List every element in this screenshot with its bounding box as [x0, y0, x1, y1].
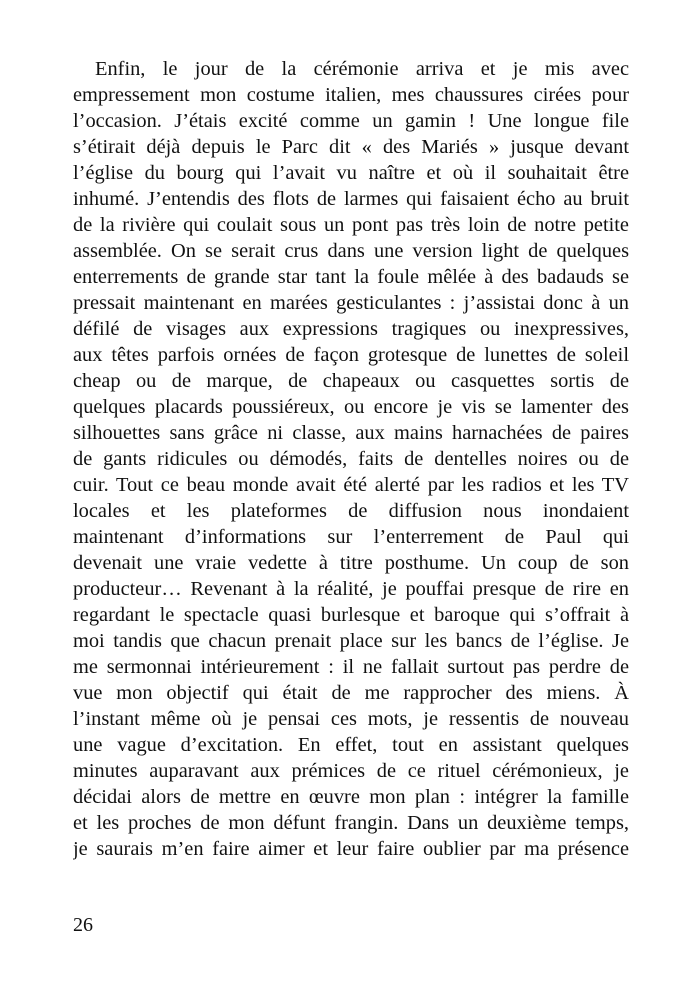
text-line: cuir. Tout ce beau monde avait été alerté par les radios et les TV: [73, 474, 629, 496]
text-line: et les proches de mon défunt frangin. Dans un deuxième temps,: [73, 812, 629, 834]
page-number: 26: [73, 914, 93, 936]
text-line: de la rivière qui coulait sous un pont pas très loin de notre petite: [73, 214, 629, 236]
text-line: décidai alors de mettre en œuvre mon plan : intégrer la famille: [73, 786, 629, 808]
text-line: pressait maintenant en marées gesticulantes : j’assistai donc à un: [73, 292, 629, 314]
text-line: l’occasion. J’étais excité comme un gamin ! Une longue file: [73, 110, 629, 132]
text-line: enterrements de grande star tant la foule mêlée à des badauds se: [73, 266, 629, 288]
text-line: de gants ridicules ou démodés, faits de dentelles noires ou de: [73, 448, 629, 470]
text-line: défilé de visages aux expressions tragiques ou inexpressives,: [73, 318, 629, 340]
text-line: regardant le spectacle quasi burlesque et baroque qui s’offrait à: [73, 604, 629, 626]
text-line: aux têtes parfois ornées de façon grotesque de lunettes de soleil: [73, 344, 629, 366]
text-line: Enfin, le jour de la cérémonie arriva et je mis avec: [95, 58, 629, 80]
text-line: devenait une vraie vedette à titre posthume. Un coup de son: [73, 552, 629, 574]
text-line: empressement mon costume italien, mes chaussures cirées pour: [73, 84, 629, 106]
text-line: me sermonnai intérieurement : il ne fallait surtout pas perdre de: [73, 656, 629, 678]
text-line: moi tandis que chacun prenait place sur les bancs de l’église. Je: [73, 630, 629, 652]
text-line: vue mon objectif qui était de me rapprocher des miens. À: [73, 682, 629, 704]
text-line: locales et les plateformes de diffusion nous inondaient: [73, 500, 629, 522]
body-paragraph: [73, 56, 629, 862]
text-line: minutes auparavant aux prémices de ce rituel cérémonieux, je: [73, 760, 629, 782]
text-line: silhouettes sans grâce ni classe, aux mains harnachées de paires: [73, 422, 629, 444]
text-line: l’église du bourg qui l’avait vu naître et où il souhaitait être: [73, 162, 629, 184]
text-line: s’étirait déjà depuis le Parc dit « des Mariés » jusque devant: [73, 136, 629, 158]
text-line: l’instant même où je pensai ces mots, je ressentis de nouveau: [73, 708, 629, 730]
text-line: inhumé. J’entendis des flots de larmes qui faisaient écho au bruit: [73, 188, 629, 210]
text-line: maintenant d’informations sur l’enterrement de Paul qui: [73, 526, 629, 548]
text-line: assemblée. On se serait crus dans une version light de quelques: [73, 240, 629, 262]
text-line: producteur… Revenant à la réalité, je pouffai presque de rire en: [73, 578, 629, 600]
text-line: une vague d’excitation. En effet, tout en assistant quelques: [73, 734, 629, 756]
text-line: je saurais m’en faire aimer et leur faire oublier par ma présence: [73, 838, 629, 860]
text-line: quelques placards poussiéreux, ou encore je vis se lamenter des: [73, 396, 629, 418]
text-line: cheap ou de marque, de chapeaux ou casquettes sortis de: [73, 370, 629, 392]
